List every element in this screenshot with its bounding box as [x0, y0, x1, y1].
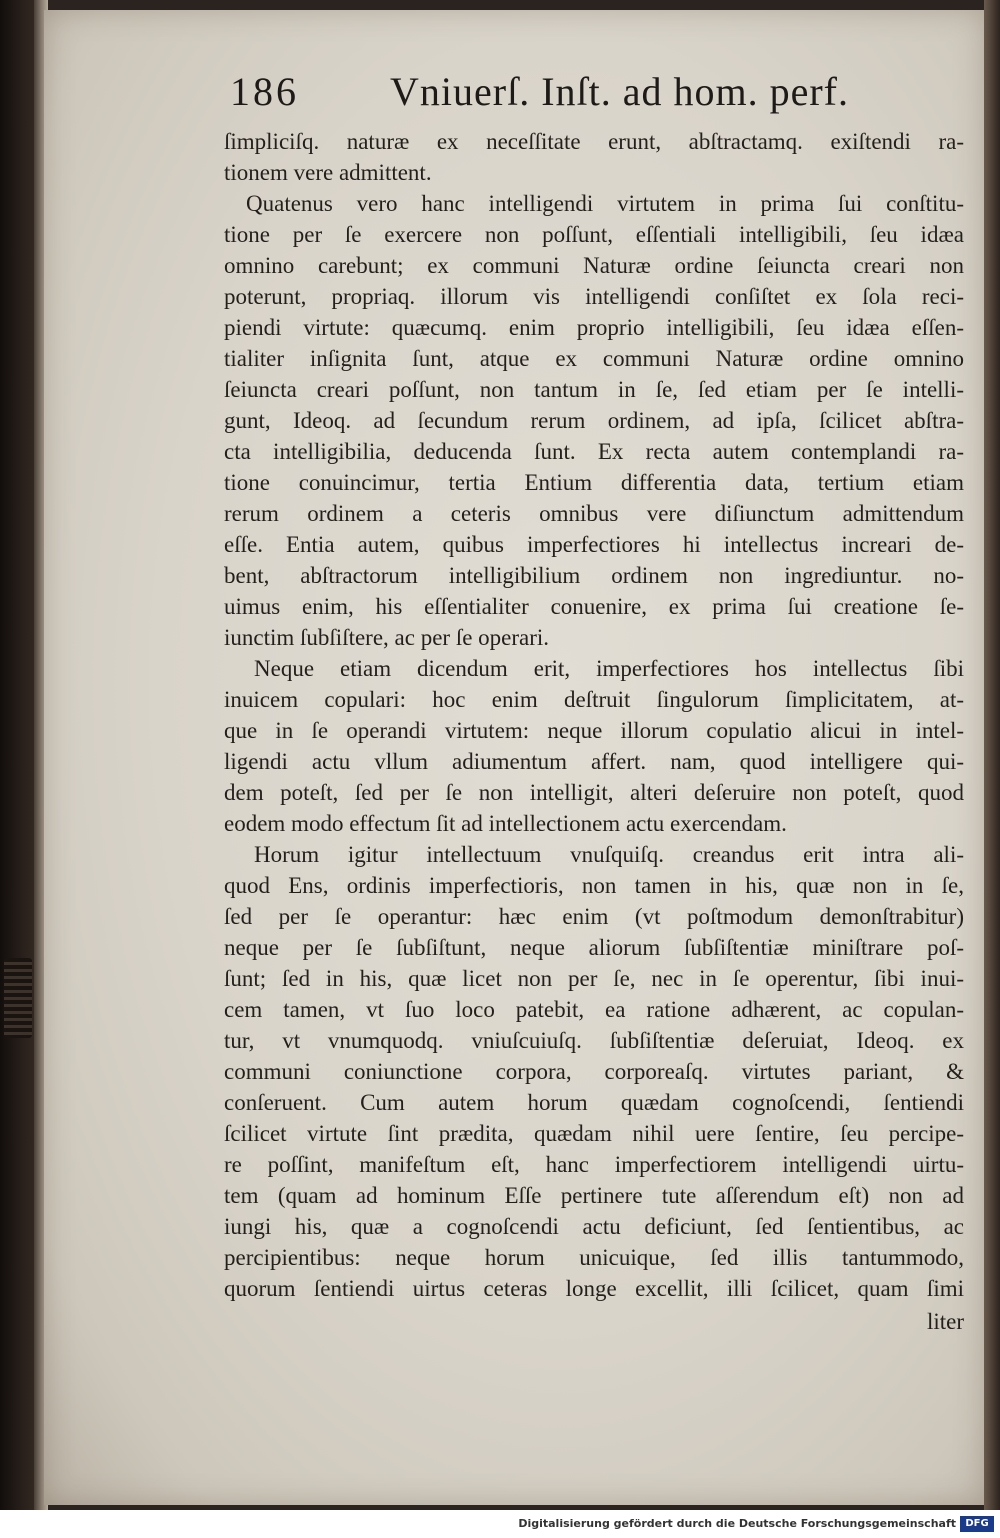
- text-line: bent, abſtractorum intelligibilium ordinem non ingrediuntur. no-: [224, 563, 964, 588]
- text-line: rerum ordinem a ceteris omnibus vere diſiunctum admittendum: [224, 501, 964, 526]
- page-edge: [984, 0, 1000, 1510]
- text-line: eſſe. Entia autem, quibus imperfectiores hi intellectus increari de-: [224, 532, 964, 557]
- catchword: liter: [926, 1309, 964, 1334]
- text-line: uimus enim, his eſſentialiter conuenire, ex prima ſui creatione ſe-: [224, 594, 964, 619]
- text-line: ſed per ſe operantur: hæc enim (vt poſtmodum demonſtrabitur): [224, 904, 964, 929]
- text-line: tur, vt vnumquodq. vniuſcuiuſq. ſubſiſtentiæ deſeruiat, Ideoq. ex: [224, 1028, 964, 1053]
- text-line: re poſſint, manifeſtum eſt, hanc imperfectiorem intelligendi uirtu-: [224, 1152, 964, 1177]
- text-line: Quatenus vero hanc intelligendi virtutem in prima ſui conſtitu-: [246, 191, 964, 216]
- text-line: Horum igitur intellectuum vnuſquiſq. creandus erit intra ali-: [254, 842, 964, 867]
- text-line: inuicem copulari: hoc enim deſtruit ſingulorum ſimplicitatem, at-: [224, 687, 964, 712]
- text-line: ſimpliciſq. naturæ ex neceſſitate erunt, abſtractamq. exiſtendi ra-: [224, 129, 964, 154]
- text-line: tialiter inſignita ſunt, atque ex communi Naturæ ordine omnino: [224, 346, 964, 371]
- text-line: tionem vere admittent.: [224, 160, 432, 185]
- running-head: Vniuerſ. Inſt. ad hom. perf.: [390, 69, 849, 114]
- text-line: tem (quam ad hominum Eſſe pertinere tute aſſerendum eſt) non ad: [224, 1183, 964, 1208]
- text-line: gunt, Ideoq. ad ſecundum rerum ordinem, ad ipſa, ſcilicet abſtra-: [224, 408, 964, 433]
- text-line: ligendi actu vllum adiumentum affert. nam, quod intelligere qui-: [224, 749, 964, 774]
- binding-clasp: [4, 958, 32, 1038]
- text-line: neque per ſe ſubſiſtunt, neque aliorum ſubſiſtentiæ miniſtrare poſ-: [224, 935, 964, 960]
- text-line: omnino carebunt; ex communi Naturæ ordine ſeiuncta creari non: [224, 253, 964, 278]
- funding-credit: Digitalisierung gefördert durch die Deutsche Forschungsgemeinschaft: [518, 1517, 956, 1530]
- text-line: tione conuincimur, tertia Entium differentia data, tertium etiam: [224, 470, 964, 495]
- text-line: cta intelligibilia, deducenda ſunt. Ex recta autem contemplandi ra-: [224, 439, 964, 464]
- text-line: eodem modo effectum ſit ad intellectionem actu exercendam.: [224, 811, 787, 836]
- text-line: ſunt; ſed in his, quæ licet non per ſe, nec in ſe operentur, ſibi inui-: [224, 966, 964, 991]
- footer-bar: [0, 1510, 1000, 1538]
- text-line: conſeruent. Cum autem horum quædam cognoſcendi, ſentiendi: [224, 1090, 964, 1115]
- text-line: dem poteſt, ſed per ſe non intelligit, alteri deſeruire non poteſt, quod: [224, 780, 964, 805]
- text-line: poterunt, propriaq. illorum vis intelligendi conſiſtet ex ſola reci-: [224, 284, 964, 309]
- text-line: percipientibus: neque horum unicuique, ſed illis tantummodo,: [224, 1245, 964, 1270]
- text-line: ſeiuncta creari poſſunt, non tantum in ſe, ſed etiam per ſe intelli-: [224, 377, 964, 402]
- text-line: communi coniunctione corpora, corporeaſq. virtutes pariant, &: [224, 1059, 964, 1084]
- text-line: iungi his, quæ a cognoſcendi actu deficiunt, ſed ſentientibus, ac: [224, 1214, 964, 1239]
- text-line: piendi virtute: quæcumq. enim proprio intelligibili, ſeu idæa eſſen-: [224, 315, 964, 340]
- page-header: [230, 68, 870, 128]
- page-number: 186: [230, 69, 299, 114]
- dfg-logo: DFG: [960, 1516, 994, 1532]
- text-line: quorum ſentiendi uirtus ceteras longe excellit, illi ſcilicet, quam ſimi: [224, 1276, 964, 1301]
- text-line: tione per ſe exercere non poſſunt, eſſentiali intelligibili, ſeu idæa: [224, 222, 964, 247]
- text-line: iunctim ſubſiſtere, ac per ſe operari.: [224, 625, 550, 650]
- text-line: quod Ens, ordinis imperfectioris, non tamen in his, quæ non in ſe,: [224, 873, 964, 898]
- text-line: que in ſe operandi virtutem: neque illorum copulatio alicui in intel-: [224, 718, 964, 743]
- text-line: ſcilicet virtute ſint prædita, quædam nihil uere ſentire, ſeu percipe-: [224, 1121, 964, 1146]
- text-line: Neque etiam dicendum erit, imperfectiores hos intellectus ſibi: [254, 656, 964, 681]
- text-line: cem tamen, vt ſuo loco patebit, ea ratione adhærent, ac copulan-: [224, 997, 964, 1022]
